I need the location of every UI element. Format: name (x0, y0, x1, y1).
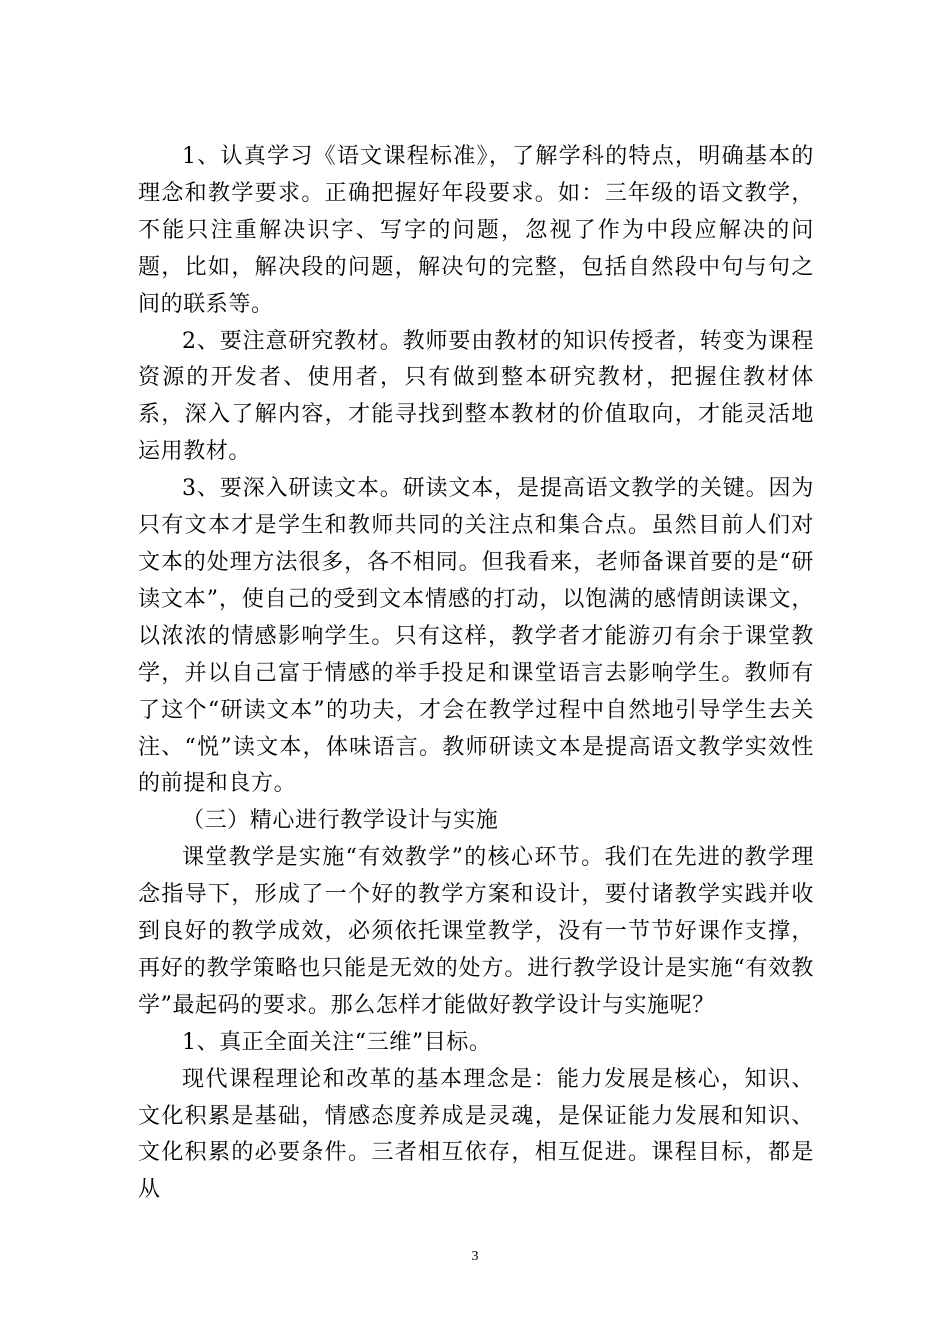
paragraph-read-text: 3、要深入研读文本。研读文本，是提高语文教学的关键。因为只有文本才是学生和教师共同的关注点和集合点。虽然目前人们对文本的处理方法很多，各不相同。但我看来，老师备课首要的是“研读文本”，使自己的受到文本情感的打动，以饱满的感情朗读课文，以浓浓的情感影响学生。只有这样，教学者才能游刃有余于课堂教学，并以自己富于情感的举手投足和课堂语言去影响学生。教师有了这个“研读文本”的功夫，才会在教学过程中自然地引导学生去关注、“悦”读文本，体味语言。教师研读文本是提高语文教学实效性的前提和良方。 (138, 476, 814, 797)
paragraph-curriculum-theory: 现代课程理论和改革的基本理念是：能力发展是核心，知识、文化积累是基础，情感态度养成是灵魂，是保证能力发展和知识、文化积累的必要条件。三者相互依存，相互促进。课程目标，都是从 (138, 1066, 814, 1203)
page-number: 3 (471, 1249, 479, 1264)
paragraph-three-dimension-goal: 1、真正全面关注“三维”目标。 (182, 1029, 492, 1055)
paragraph-study-textbook: 2、要注意研究教材。教师要由教材的知识传授者，转变为课程资源的开发者、使用者，只有做到整本研究教材，把握住教材体系，深入了解内容，才能寻找到整本教材的价值取向，才能灵活地运用教材。 (138, 328, 814, 465)
page-body (138, 139, 814, 1209)
paragraph-study-standards: 1、认真学习《语文课程标准》，了解学科的特点，明确基本的理念和教学要求。正确把握好年段要求。如：三年级的语文教学，不能只注重解决识字、写字的问题，忽视了作为中段应解决的问题，比如，解决段的问题，解决句的完整，包括自然段中句与句之间的联系等。 (138, 144, 814, 317)
paragraph-classroom-teaching: 课堂教学是实施“有效教学”的核心环节。我们在先进的教学理念指导下，形成了一个好的教学方案和设计，要付诸教学实践并收到良好的教学成效，必须依托课堂教学，没有一节节好课作支撑，再好的教学策略也只能是无效的处方。进行教学设计是实施“有效教学”最起码的要求。那么怎样才能做好教学设计与实施呢？ (138, 845, 814, 1018)
section-heading-design: （三）精心进行教学设计与实施 (182, 808, 499, 834)
